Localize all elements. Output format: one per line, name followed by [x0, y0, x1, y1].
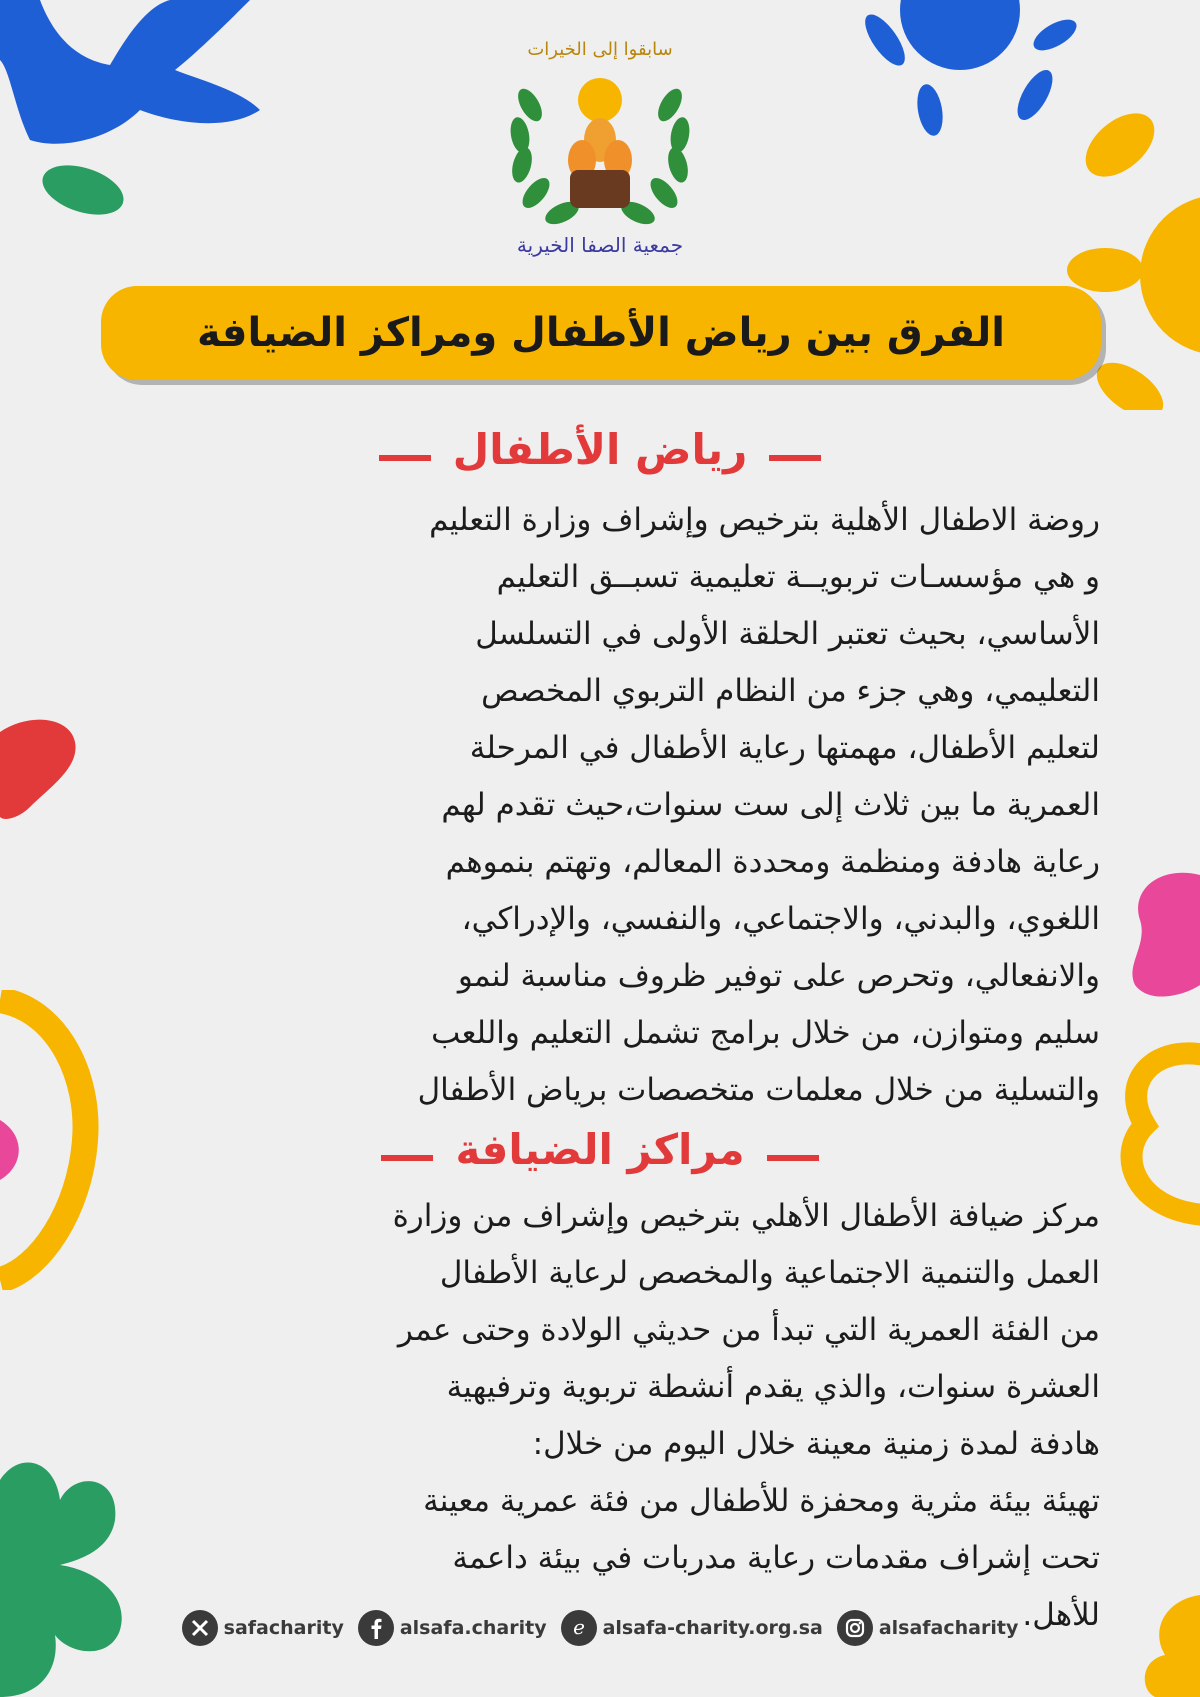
paragraph-line: والانفعالي، وتحرص على توفير ظروف مناسبة لنمو — [457, 958, 1100, 994]
title-banner — [101, 286, 1101, 380]
charity-logo — [470, 10, 730, 270]
facebook-icon — [358, 1610, 394, 1646]
pink-blob-right — [1110, 870, 1200, 1000]
blue-sun-top-right — [850, 0, 1080, 140]
heading-dash — [769, 455, 821, 461]
paragraph-line: العشرة سنوات، والذي يقدم أنشطة تربوية وترفيهية — [446, 1369, 1100, 1405]
paragraph-line: سليم ومتوازن، من خلال برامج تشمل التعليم واللعب — [431, 1015, 1100, 1051]
blue-flower-top-left — [0, 0, 300, 150]
paragraph-line: تهيئة بيئة مثرية ومحفزة للأطفال من فئة عمرية معينة — [423, 1483, 1100, 1519]
paragraph-line: مركز ضيافة الأطفال الأهلي بترخيص وإشراف من وزارة — [392, 1198, 1100, 1234]
social-instagram[interactable] — [837, 1610, 1019, 1646]
paragraph-line: لتعليم الأطفال، مهمتها رعاية الأطفال في المرحلة — [469, 730, 1100, 766]
section2-heading — [0, 1125, 1200, 1174]
paragraph-line: و هي مؤسسـات تربويــة تعليمية تسبــق التعليم — [496, 559, 1100, 595]
paragraph-line: العمرية ما بين ثلاث إلى ست سنوات،حيث تقدم لهم — [441, 787, 1100, 823]
web-icon — [561, 1610, 597, 1646]
section1-heading-text: رياض الأطفال — [452, 425, 748, 474]
social-x[interactable] — [182, 1610, 344, 1646]
social-facebook[interactable] — [358, 1610, 547, 1646]
page-title: الفرق بين رياض الأطفال ومراكز الضيافة — [197, 310, 1006, 356]
section2-heading-text: مراكز الضيافة — [455, 1125, 745, 1174]
social-footer — [0, 1606, 1200, 1650]
paragraph-line: والتسلية من خلال معلمات متخصصات برياض الأطفال — [417, 1072, 1100, 1108]
paragraph-line: هادفة لمدة زمنية معينة خلال اليوم من خلال: — [532, 1426, 1100, 1462]
red-blob-left — [0, 712, 80, 822]
svg-text:e: e — [572, 1617, 585, 1639]
instagram-icon — [837, 1610, 873, 1646]
heading-dash — [767, 1155, 819, 1161]
social-instagram-label: alsafacharity — [878, 1617, 1019, 1639]
social-x-label: safacharity — [223, 1617, 344, 1639]
paragraph-line: للأهل. — [1022, 1597, 1100, 1633]
social-web[interactable] — [561, 1610, 823, 1646]
x-icon — [182, 1610, 218, 1646]
paragraph-line: التعليمي، وهي جزء من النظام التربوي المخصص — [481, 673, 1100, 709]
paragraph-line: من الفئة العمرية التي تبدأ من حديثي الولادة وحتى عمر — [397, 1312, 1100, 1348]
green-leaf-left — [38, 160, 128, 220]
paragraph-line: رعاية هادفة ومنظمة ومحددة المعالم، وتهتم بنموهم — [445, 844, 1100, 880]
paragraph-line: العمل والتنمية الاجتماعية والمخصص لرعاية الأطفال — [439, 1255, 1100, 1291]
section1-heading — [0, 425, 1200, 474]
paragraph-line: الأساسي، بحيث تعتبر الحلقة الأولى في التسلسل — [475, 616, 1100, 652]
logo-top-text: سابقوا إلى الخيرات — [527, 39, 673, 60]
logo-org-name: جمعية الصفا الخيرية — [516, 233, 684, 257]
paragraph-line: روضة الاطفال الأهلية بترخيص وإشراف وزارة التعليم — [429, 502, 1100, 538]
social-web-label: alsafa-charity.org.sa — [602, 1617, 823, 1639]
heading-dash — [381, 1155, 433, 1161]
paragraph-line: اللغوي، والبدني، والاجتماعي، والنفسي، والإدراكي، — [461, 901, 1100, 937]
social-facebook-label: alsafa.charity — [399, 1617, 547, 1639]
paragraph-line: تحت إشراف مقدمات رعاية مدربات في بيئة داعمة — [452, 1540, 1100, 1576]
heading-dash — [379, 455, 431, 461]
section2-paragraph — [100, 1188, 1100, 1644]
section1-paragraph — [100, 492, 1100, 1119]
